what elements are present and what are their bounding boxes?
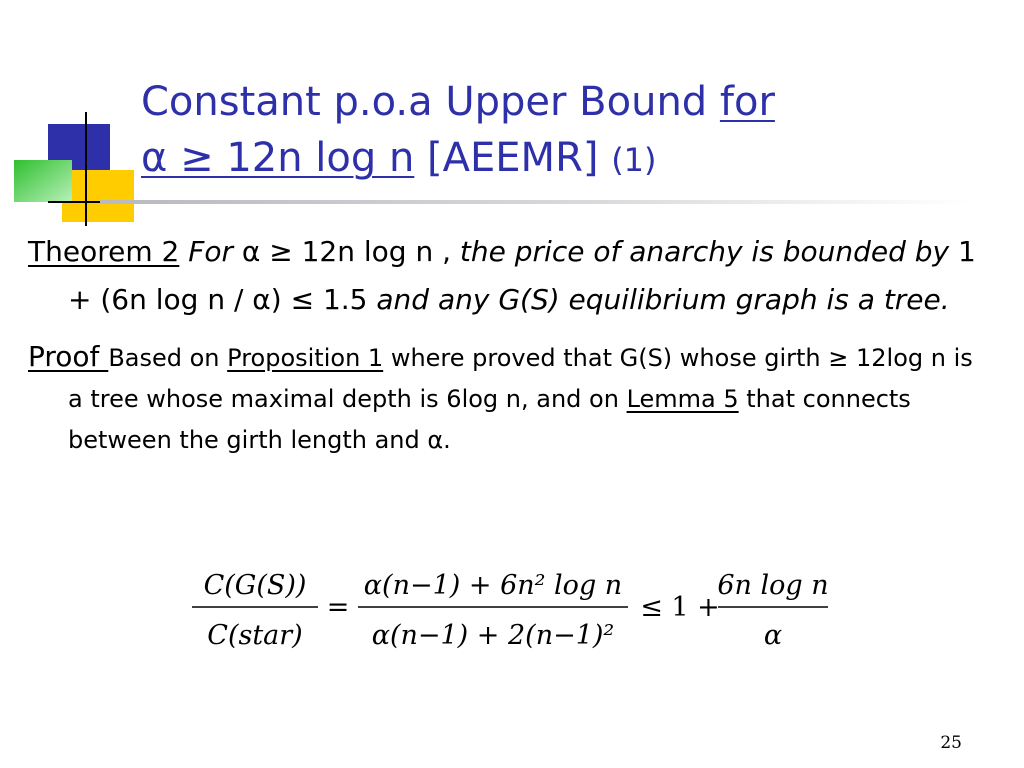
middle-numerator: α(n−1) + 6n² log n <box>363 570 623 601</box>
deco-yellow-square <box>62 170 134 222</box>
proof-text-3: that connects between the girth length and α. <box>68 385 911 454</box>
theorem-text-1: the price of anarchy is bounded by <box>451 235 950 268</box>
lemma-link: Lemma 5 <box>626 385 739 413</box>
proposition-link: Proposition 1 <box>227 344 384 372</box>
equation <box>188 562 838 662</box>
corner-decoration <box>0 0 150 240</box>
theorem-for: For <box>179 235 233 268</box>
lhs-denominator: C(star) <box>207 620 303 651</box>
title-condition: α ≥ 12n log n <box>141 135 415 181</box>
proof-text-2: where proved that G(S) whose girth ≥ 12log n is a tree whose maximal depth is 6log n, and on <box>68 344 973 413</box>
theorem-bound: 1 + (6n log n / α) ≤ 1.5 <box>68 235 976 316</box>
title-reference: [AEEMR] <box>414 135 612 181</box>
title-number: (1) <box>611 141 657 179</box>
proof-text-1: Based on <box>108 344 228 372</box>
title-divider <box>100 200 970 204</box>
equals-sign: = <box>326 592 350 623</box>
theorem-paragraph <box>28 228 978 324</box>
less-equal-one-plus: ≤ 1 + <box>640 592 720 623</box>
theorem-text-2: and any G(S) equilibrium graph is a tree. <box>367 283 950 316</box>
title-line-2 <box>141 130 1001 188</box>
proof-label: Proof <box>28 340 109 373</box>
proof-paragraph <box>28 336 978 461</box>
title-line-1 <box>141 74 1001 130</box>
middle-denominator: α(n−1) + 2(n−1)² <box>371 620 615 651</box>
theorem-label: Theorem 2 <box>28 235 180 268</box>
title-for: for <box>719 79 775 125</box>
slide-body <box>28 228 978 461</box>
title-prefix: Constant p.o.a Upper Bound <box>141 79 720 125</box>
deco-green-square <box>14 160 72 202</box>
rhs-denominator: α <box>763 620 783 651</box>
theorem-condition: α ≥ 12n log n , <box>232 235 452 268</box>
page-number: 25 <box>940 733 962 753</box>
slide-title <box>141 74 1001 188</box>
rhs-numerator: 6n log n <box>717 570 829 601</box>
lhs-numerator: C(G(S)) <box>203 570 307 601</box>
